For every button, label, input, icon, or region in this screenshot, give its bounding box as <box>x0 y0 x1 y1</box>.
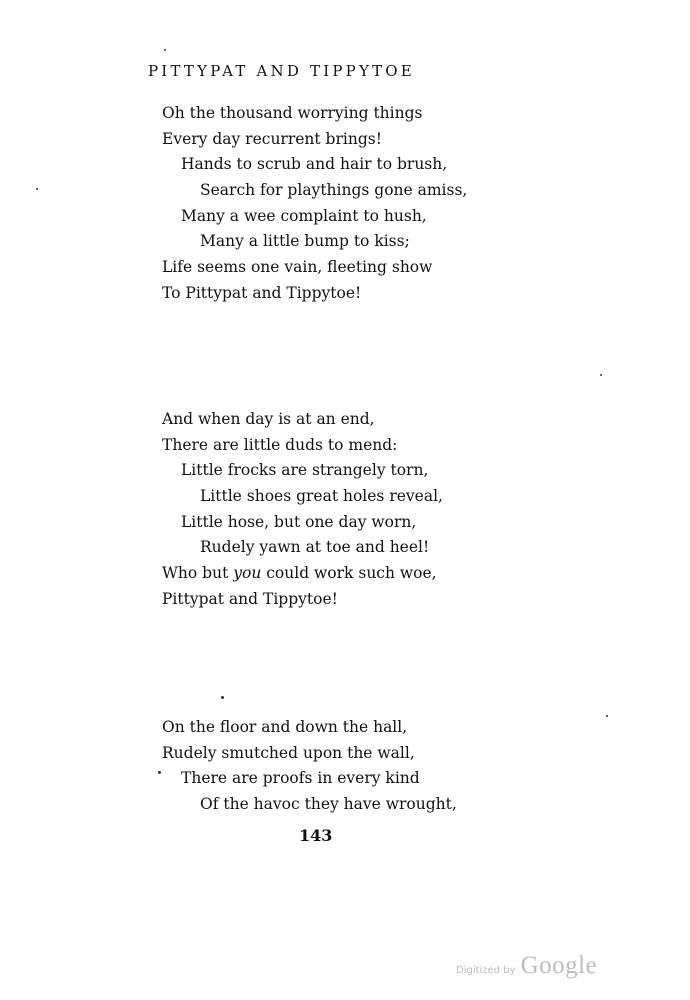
poem-line: Hands to scrub and hair to brush, <box>181 155 448 174</box>
poem-line: Who but you could work such woe, <box>162 564 437 583</box>
running-header: PITTYPAT AND TIPPYTOE <box>148 62 415 80</box>
page-number: 143 <box>299 826 333 845</box>
stanza-2 <box>162 407 443 613</box>
stanza-1 <box>162 101 467 307</box>
stanza-3 <box>162 715 457 818</box>
poem-line: On the floor and down the hall, <box>162 718 408 736</box>
poem-line: Many a wee complaint to hush, <box>181 206 427 225</box>
poem-line: Of the havoc they have wrought, <box>200 795 457 814</box>
poem-line: Little shoes great holes reveal, <box>200 487 443 506</box>
poem-line: Rudely smutched upon the wall, <box>162 743 415 762</box>
scan-speck <box>164 49 166 51</box>
scan-speck <box>600 374 602 376</box>
poem-line: Search for playthings gone amiss, <box>200 181 468 200</box>
poem-line: Life seems one vain, fleeting show <box>162 258 433 277</box>
google-logo: Google <box>520 952 598 979</box>
poem-line: To Pittypat and Tippytoe! <box>162 283 362 302</box>
poem-line: There are little duds to mend: <box>162 435 398 454</box>
poem-line: Rudely yawn at toe and heel! <box>200 538 430 557</box>
scan-speck <box>221 696 224 699</box>
scan-speck <box>606 715 608 717</box>
scan-speck <box>36 188 38 190</box>
watermark-prefix: Digitized by <box>456 965 516 976</box>
poem-line: Oh the thousand worrying things <box>162 104 423 122</box>
poem-line: Little frocks are strangely torn, <box>181 461 429 480</box>
poem-line: Every day recurrent brings! <box>162 129 382 148</box>
poem-line: Little hose, but one day worn, <box>181 512 417 531</box>
poem-line: Many a little bump to kiss; <box>200 232 410 251</box>
digitized-by-google-watermark <box>456 952 597 980</box>
poem-line: Pittypat and Tippytoe! <box>162 589 338 608</box>
poem-line: And when day is at an end, <box>162 410 375 428</box>
poem-line: There are proofs in every kind <box>181 769 420 788</box>
scan-speck <box>158 771 161 774</box>
